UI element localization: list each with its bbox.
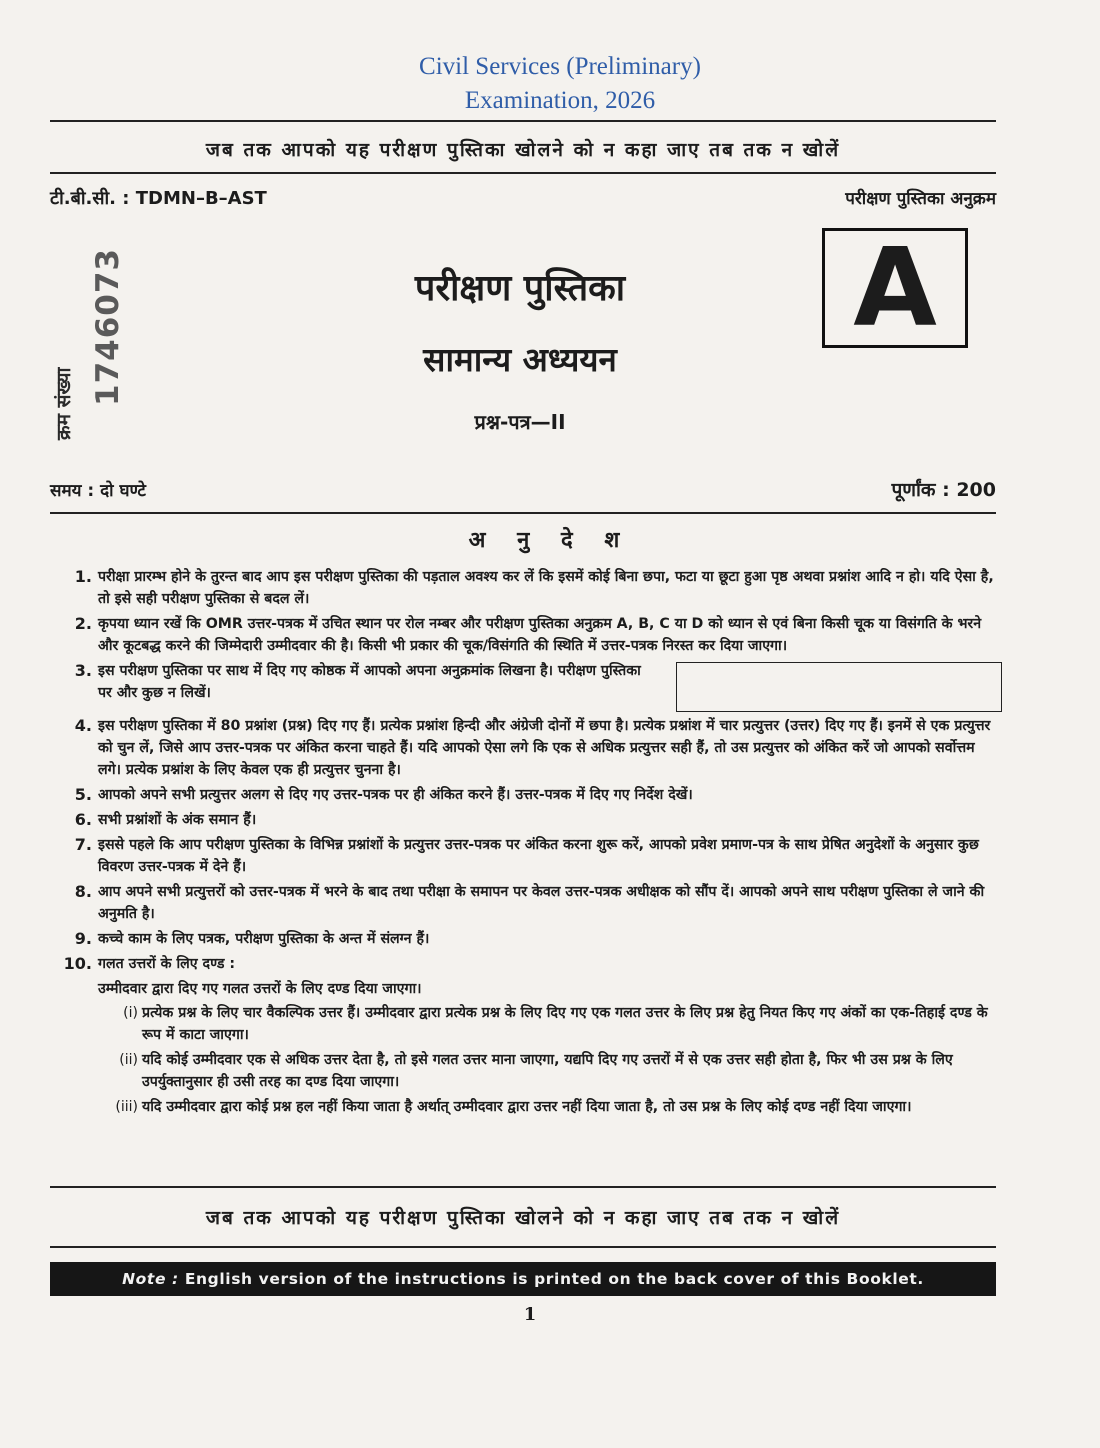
english-version-note bbox=[50, 1262, 996, 1296]
instruction-text: इस परीक्षण पुस्तिका पर साथ में दिए गए कोष्ठक में आपको अपना अनुक्रमांक लिखना है। परीक्षण पुस्तिका पर और कुछ न लिखें। bbox=[98, 663, 641, 701]
instruction-text: परीक्षा प्रारम्भ होने के तुरन्त बाद आप इस परीक्षण पुस्तिका की पड़ताल अवश्य कर लें कि इसमें कोई बिना छपा, फटा या छूटा हुआ पृष्ठ अथवा प्रश्नांश आदि न हो। यदि ऐसा है, तो इसे सही परीक्षण पुस्तिका से बदल लें। bbox=[98, 569, 994, 607]
do-not-open-banner-bottom: जब तक आपको यह परीक्षण पुस्तिका खोलने को न कहा जाए तब तक न खोलें bbox=[205, 1207, 841, 1229]
instruction-text: सभी प्रश्नांशों के अंक समान हैं। bbox=[98, 812, 257, 828]
page-number: 1 bbox=[523, 1304, 537, 1325]
instruction-item-2 bbox=[60, 613, 1002, 657]
time-allowed: समय : दो घण्टे bbox=[50, 481, 147, 501]
instructions-heading: अ नु दे श bbox=[468, 528, 632, 553]
instruction-number: 10. bbox=[63, 954, 92, 973]
instruction-number: 3. bbox=[74, 661, 92, 680]
instruction-text: कृपया ध्यान रखें कि OMR उत्तर-पत्रक में उचित स्थान पर रोल नम्बर और परीक्षण पुस्तिका अनुक्रम A, B, C या D को ध्यान से एवं बिना किसी चूक या विसंगति के भरने और कूटबद्ध करने की जिम्मेदारी उम्मीदवार की है। किसी भी प्रकार की चूक/विसंगति की स्थिति में उत्तर-पत्रक निरस्त कर दिया जाएगा। bbox=[98, 616, 982, 654]
instruction-number: 7. bbox=[74, 835, 92, 854]
series-letter: A bbox=[853, 225, 937, 351]
exam-title-line1: Civil Services (Preliminary) bbox=[419, 53, 701, 80]
instruction-text: इससे पहले कि आप परीक्षण पुस्तिका के विभिन्न प्रश्नांशों के प्रत्युत्तर उत्तर-पत्रक पर अंकित करना शुरू करें, आपको प्रवेश प्रमाण-पत्र के साथ प्रेषित अनुदेशों के अनुसार कुछ विवरण उत्तर-पत्रक में देने हैं। bbox=[98, 837, 979, 875]
exam-title bbox=[300, 50, 820, 118]
instruction-number: 2. bbox=[74, 614, 92, 633]
serial-block bbox=[28, 248, 188, 440]
roll-number-box[interactable] bbox=[676, 662, 1002, 712]
instruction-item-5 bbox=[60, 784, 1002, 806]
penalty-text: यदि कोई उम्मीदवार एक से अधिक उत्तर देता है, तो इसे गलत उत्तर माना जाएगा, यद्यपि दिए गए उत्तरों में से एक उत्तर सही होता है, फिर भी उस प्रश्न के लिए उपर्युक्तानुसार ही उसी तरह का दण्ड दिया जाएगा। bbox=[142, 1052, 953, 1090]
instruction-item-10 bbox=[60, 953, 1002, 975]
maximum-marks: पूर्णांक : 200 bbox=[891, 479, 996, 501]
instruction-number: 5. bbox=[74, 785, 92, 804]
penalty-text: यदि उम्मीदवार द्वारा कोई प्रश्न हल नहीं किया जाता है अर्थात् उम्मीदवार द्वारा उत्तर नहीं दिया जाता है, तो उस प्रश्न के लिए कोई दण्ड नहीं दिया जाएगा। bbox=[142, 1099, 912, 1115]
bottom-banner-rule-top bbox=[50, 1186, 996, 1188]
instruction-item-1 bbox=[60, 566, 1002, 610]
banner-rule bbox=[50, 172, 996, 174]
instruction-text: आप अपने सभी प्रत्युत्तरों को उत्तर-पत्रक में भरने के बाद तथा परीक्षा के समापन पर केवल उत्तर-पत्रक अधीक्षक को सौंप दें। आपको अपने साथ परीक्षण पुस्तिका ले जाने की अनुमति है। bbox=[98, 884, 985, 922]
series-letter-box bbox=[822, 225, 968, 351]
instruction-item-8 bbox=[60, 881, 1002, 925]
penalty-number: (ii) bbox=[119, 1052, 138, 1068]
serial-number: 1746073 bbox=[90, 248, 126, 406]
instruction-number: 6. bbox=[74, 810, 92, 829]
top-rule bbox=[50, 120, 996, 122]
instruction-text: कच्चे काम के लिए पत्रक, परीक्षण पुस्तिका के अन्त में संलग्न हैं। bbox=[98, 931, 430, 947]
penalty-item-i bbox=[60, 1002, 1002, 1046]
penalty-number: (i) bbox=[123, 1005, 138, 1021]
penalty-item-ii bbox=[60, 1049, 1002, 1093]
instructions-list bbox=[60, 566, 1002, 1121]
instruction-text: गलत उत्तरों के लिए दण्ड : bbox=[98, 956, 236, 972]
instruction-number: 8. bbox=[74, 882, 92, 901]
instruction-number: 9. bbox=[74, 929, 92, 948]
penalty-lead: उम्मीदवार द्वारा दिए गए गलत उत्तरों के लिए दण्ड दिया जाएगा। bbox=[98, 981, 422, 997]
serial-label: क्रम संख्या bbox=[53, 367, 75, 440]
instruction-item-9 bbox=[60, 928, 1002, 950]
instruction-item-6 bbox=[60, 809, 1002, 831]
do-not-open-banner-top: जब तक आपको यह परीक्षण पुस्तिका खोलने को न कहा जाए तब तक न खोलें bbox=[205, 139, 841, 161]
series-label: परीक्षण पुस्तिका अनुक्रम bbox=[845, 189, 996, 209]
penalty-number: (iii) bbox=[115, 1099, 138, 1115]
instructions-top-rule bbox=[50, 512, 996, 514]
instruction-item-4 bbox=[60, 715, 1002, 781]
paper-title: प्रश्न-पत्र—II bbox=[474, 410, 566, 434]
bottom-banner-rule bbox=[50, 1246, 996, 1248]
penalty-item-iii bbox=[60, 1096, 1002, 1118]
note-label: Note : bbox=[122, 1270, 179, 1288]
instruction-item-7 bbox=[60, 834, 1002, 878]
subject-title: सामान्य अध्ययन bbox=[423, 340, 617, 379]
instruction-text: आपको अपने सभी प्रत्युत्तर अलग से दिए गए उत्तर-पत्रक पर ही अंकित करने हैं। उत्तर-पत्रक में दिए गए निर्देश देखें। bbox=[98, 787, 693, 803]
booklet-title: परीक्षण पुस्तिका bbox=[414, 268, 626, 309]
instruction-item-3 bbox=[60, 660, 1002, 712]
exam-title-line2: Examination, 2026 bbox=[464, 87, 656, 114]
penalty-text: प्रत्येक प्रश्न के लिए चार वैकल्पिक उत्तर हैं। उम्मीदवार द्वारा प्रत्येक प्रश्न के लिए दिए गए एक गलत उत्तर के लिए प्रश्न हेतु नियत किए गए अंकों का एक-तिहाई दण्ड के रूप में काटा जाएगा। bbox=[142, 1005, 988, 1043]
instruction-number: 4. bbox=[74, 716, 92, 735]
instruction-number: 1. bbox=[74, 567, 92, 586]
note-text: English version of the instructions is printed on the back cover of this Booklet. bbox=[184, 1270, 924, 1288]
tbc-code: टी.बी.सी. : TDMN–B–AST bbox=[50, 188, 267, 209]
instruction-text: इस परीक्षण पुस्तिका में 80 प्रश्नांश (प्रश्न) दिए गए हैं। प्रत्येक प्रश्नांश हिन्दी और अंग्रेजी दोनों में छपा है। प्रत्येक प्रश्नांश में चार प्रत्युत्तर (उत्तर) दिए गए हैं। इनमें से एक प्रत्युत्तर को चुन लें, जिसे आप उत्तर-पत्रक पर अंकित करना चाहते हैं। यदि आपको ऐसा लगे कि एक से अधिक प्रत्युत्तर सही हैं, तो उस प्रत्युत्तर को अंकित करें जो आपको सर्वोत्तम लगे। प्रत्येक प्रश्नांश के लिए केवल एक ही प्रत्युत्तर चुनना है। bbox=[98, 718, 991, 778]
